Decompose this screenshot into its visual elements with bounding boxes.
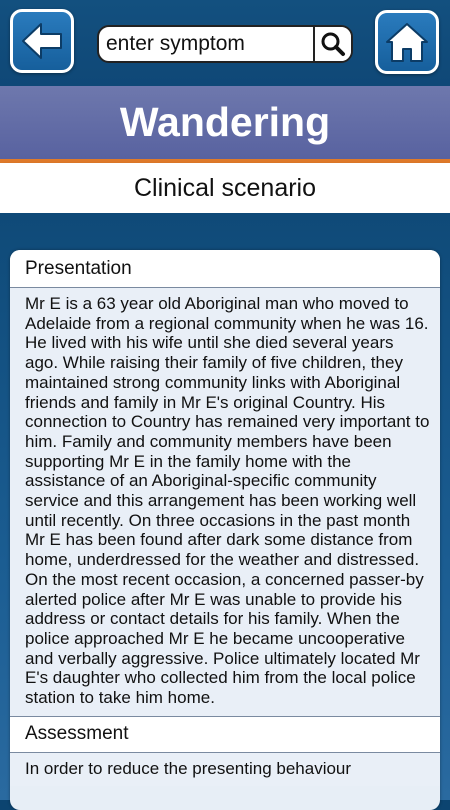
- home-button[interactable]: [375, 10, 439, 74]
- search-button[interactable]: [313, 27, 351, 61]
- title-band: [0, 86, 450, 163]
- scenario-card[interactable]: [10, 250, 440, 810]
- page-subtitle: Clinical scenario: [133, 173, 317, 202]
- subtitle-band: [0, 163, 450, 213]
- section-text-assessment: In order to reduce the presenting behaviour: [10, 753, 440, 787]
- search-input[interactable]: [99, 27, 313, 61]
- section-header-presentation: Presentation: [10, 250, 440, 288]
- section-header-assessment: Assessment: [10, 716, 440, 753]
- back-button[interactable]: [10, 9, 74, 73]
- page-title: Wandering: [119, 99, 331, 145]
- section-text-presentation: Mr E is a 63 year old Aboriginal man who moved to Adelaide from a regional community when he was 16. He lived with his wife until she died several years ago. While raising their family of five children, they maintained strong community links with Aboriginal friends and family in Mr E's original Country. His connection to Country has remained very important to him. Family and community members have been supporting Mr E in the family home with the assistance of an Aboriginal-specific community service and this arrangement has been working well until recently. On three occasions in the past month Mr E has been found after dark some distance from home, underdressed for the weather and distressed. On the most recent occasion, a concerned passer-by alerted police after Mr E was unable to provide his address or contact details for his family. When the police approached Mr E he became uncooperative and verbally aggressive. Police ultimately located Mr E's daughter who collected him from the local police station to take him home.: [10, 288, 440, 716]
- search-icon: [320, 31, 346, 57]
- top-toolbar: [0, 0, 450, 86]
- search-box: [97, 25, 353, 63]
- back-arrow-icon: [19, 21, 65, 61]
- home-icon: [383, 20, 431, 64]
